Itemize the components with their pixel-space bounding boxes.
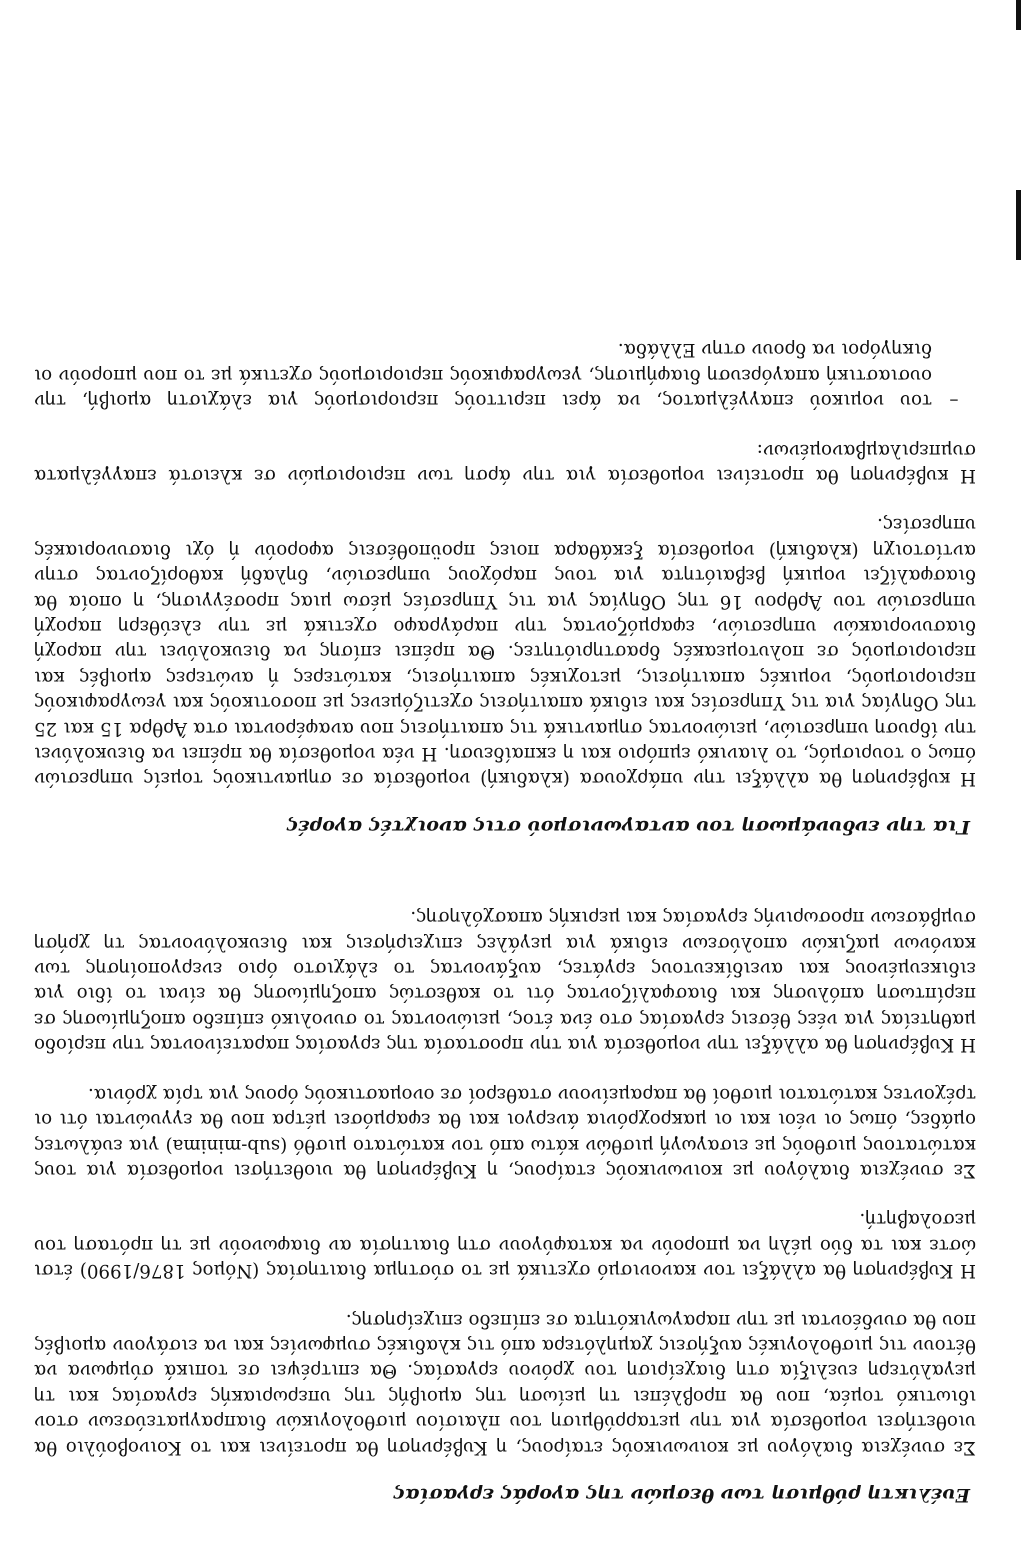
list-item (34, 337, 976, 413)
paragraph-employment-protection: Η Κυβέρνηση θα αλλάξει την νομοθεσία για την προστασία της εργασίας παρατείνοντας την περίοδο μαθητείας για νέες θέσεις εργασίας στο ένα έτος, μειώνοντας το συνολικό επίπεδο αποζημίωσης σε περίπτωση απόλυσης και διασφαλίζοντας ότι το καθεστώς αποζημίωσης θα είναι το ίδιο για ειδικευμένους και ανειδίκευτους εργάτες, αυξάνοντας το ελάχιστο όριο ενεργοποίησης των κανόνων μαζικών απολύσεων ειδικά για μεγάλες επιχειρήσεις και διευκολύνοντας τη χρήση συμβάσεων προσωρινής εργασίας και μερικής απασχόλησης. (34, 907, 976, 1056)
dash-bullet-icon: – (949, 390, 959, 412)
list-item-text: του νομικού επαγγέλματος, να άρει περιττούς περιορισμούς για ελάχιστη αμοιβή, την ουσιαστική απαγόρευση διαφήμισης, γεωγραφικούς περιορισμούς σχετικά με το που μπορούν οι δικηγόροι να δρουν στην Ελλάδα. (34, 339, 932, 412)
paragraph-closed-professions: Η κυβέρνηση θα προτείνει νομοθεσία για την άρση των περιορισμών σε κλειστά επαγγέλματα συμπεριλαμβανομένων: (34, 439, 976, 486)
paragraph-arbitration: Η Κυβέρνηση θα αλλάξει τον κανονισμό σχετικά με το σύστημα διαιτησίας (Νόμος 1876/1990) έτσι ώστε και τα δύο μέλη να μπορούν να καταφύγουν στη διαιτησία αν διαφωνούν με τη πρόταση του μεσολαβητή. (34, 1209, 976, 1282)
closed-professions-list (34, 337, 976, 413)
section-heading-competition: Για την ενδυνάμωση του ανταγωνισμού στις ανοιχτές αγορές (286, 815, 970, 838)
scan-edge-mark-middle (1016, 190, 1021, 260)
section-spacer (34, 839, 976, 881)
paragraph-services-legislation: Η κυβέρνηση θα αλλάξει την υπάρχουσα (κλαδική) νομοθεσία σε σημαντικούς τομείς υπηρεσιών όπως ο τουρισμός, το λιανικό εμπόριο και η εκπαίδευση. Η νέα νομοθεσία θα πρέπει να διευκολύνει την ίδρυση υπηρεσιών, μειώνοντας σημαντικά τις απαιτήσεις που αναφέρονται στα Άρθρα 15 και 25 της Οδηγίας για τις Υπηρεσίες και ειδικά απαιτήσεις σχετιζόμενες με ποσοτικούς και γεωγραφικούς περιορισμούς, νομικές απαιτήσεις, μετοχικές απαιτήσεις, κατώτερες ή ανώτερες αμοιβές και περιορισμούς σε πολυτομεακές δραστηριότητες. Θα πρέπει επίσης να διευκολύνει την παροχή διασυνοριακών υπηρεσιών, εφαρμόζοντας την παράγραφο σχετικά με την ελεύθερη παροχή υπηρεσιών του Άρθρου 16 της Οδηγίας για τις Υπηρεσίες μέσω μιας προσέγγισης, η οποία θα διασφαλίζει νομική βεβαιότητα για τους παρόχους υπηρεσιών, δηλαδή καθορίζοντας στην αντίστοιχη (κλαδική) νομοθεσία ξεκάθαρα ποιες προϋποθέσεις αφορούν ή όχι διασυνοριακές υπηρεσίες. (34, 514, 976, 790)
section-heading-labour-market: Ευέλικτη ρύθμιση των θεσμών της αγοράς εργασίας (393, 1484, 970, 1506)
paragraph-minimum-wage: Σε συνέχεια διαλόγου με κοινωνικούς εταίρους, η Κυβέρνηση θα υιοθετήσει νομοθεσία για τους κατώτατους μισθούς με εισαγωγή μισθών κάτω από τον κατώτατο μισθό (sub-minima) για ευάλωτες ομάδες, όπως οι νέοι και οι μακροχρόνια άνεργοι και θα εφαρμόσει μέτρα που θα εγγυώνται ότι οι τρέχοντες κατώτατοι μισθοί θα παραμείνουν σταθεροί σε ονομαστικούς όρους για τρία χρόνια. (34, 1083, 976, 1181)
scan-edge-mark-top (1016, 0, 1021, 30)
paragraph-wage-bargaining: Σε συνέχεια διαλόγου με κοινωνικούς εταίρους, η Κυβέρνηση θα προτείνει και το Κοινοβούλιο θα υιοθετήσει νομοθεσία για την μεταρρύθμιση του πλαισίου μισθολογικών διαπραγματεύσεων στον ιδιωτικό τομέα, που θα προβλέπει τη μείωση της αμοιβής της υπερωριακής εργασίας και τη μεγαλύτερη ευελιξία στη διαχείριση του χρόνου εργασίας. Θα επιτρέψει σε τοπικά σύμφωνα να θέτουν τις μισθολογικές αυξήσεις χαμηλότερα από τις κλαδικές συμφωνίες και να εισάγουν αμοιβές που θα συνδέονται με την παραγωγικότητα σε επίπεδο επιχείρησης. (34, 1309, 976, 1458)
